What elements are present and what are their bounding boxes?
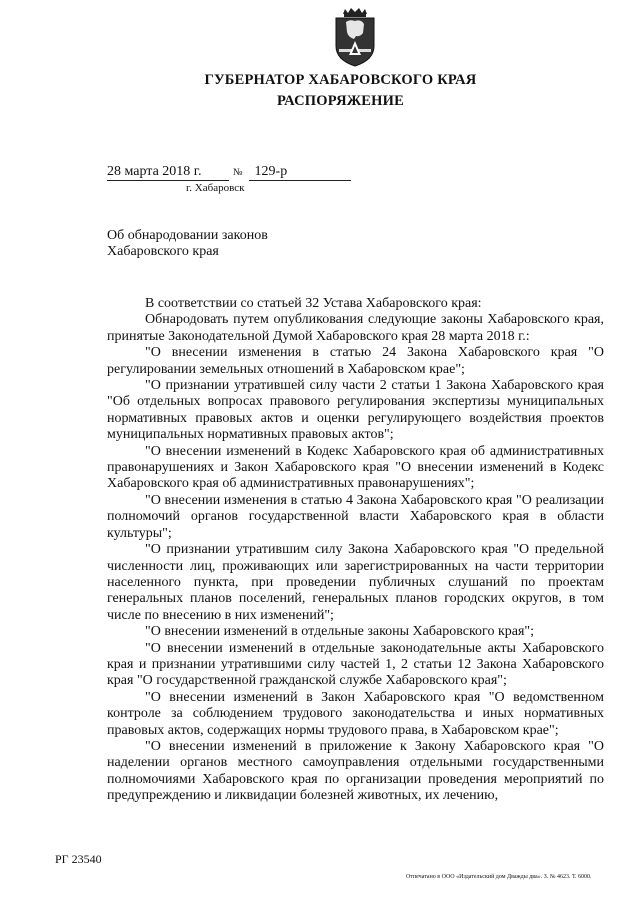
body-paragraph: "О внесении изменения в статью 4 Закона Хабаровского края "О реализации полномочий органов государственной власти Хабаровского края в области культуры"; [107, 492, 604, 541]
subject-line: Хабаровского края [107, 244, 219, 259]
document-type-title: РАСПОРЯЖЕНИЕ [276, 93, 405, 109]
body-paragraph: "О признании утратившей силу части 2 статьи 1 Закона Хабаровского края "Об отдельных вопросах правового регулирования экспертизы муниципальных нормативных правовых актов и оценки регулирующего воздействия проектов муниципальных нормативных правовых актов"; [107, 378, 604, 443]
printer-imprint: Отпечатано в ООО «Издательский дом Дважды два». З. № 4623. Т. 6000. [406, 874, 592, 880]
document-number: 129-р [249, 164, 351, 181]
document-city: г. Хабаровск [186, 182, 245, 194]
registry-code: РГ 23540 [55, 852, 102, 866]
body-paragraph: "О внесении изменений в Закон Хабаровского края "О ведомственном контроле за соблюдением трудового законодательства и иных нормативных правовых актов, содержащих нормы трудового права, в Хабаровском крае"; [107, 689, 604, 738]
body-paragraph: "О внесении изменений в приложение к Закону Хабаровского края "О наделении органов местного самоуправления отдельными государственными полномочиями Хабаровского края по организации проведения мероприятий по предупреждению и ликвидации болезней животных, их лечению, [107, 738, 604, 804]
body-paragraph: "О внесении изменений в отдельные законы Хабаровского края"; [145, 624, 535, 640]
body-paragraph: "О признании утратившим силу Закона Хабаровского края "О предельной численности лиц, проживающих или зарегистрированных на части территории населенного пункта, при проведении публичных слушаний по проектам генеральных планов поселений, генеральных планов городских округов, в том числе по внесению в них изменений"; [107, 542, 604, 623]
body-paragraph: Обнародовать путем опубликования следующие законы Хабаровского края, принятые Законодательной Думой Хабаровского края 28 марта 2018 г.: [107, 312, 604, 344]
body-paragraph: В соответствии со статьей 32 Устава Хабаровского края: [145, 296, 482, 311]
number-sign: № [233, 167, 243, 178]
governor-header: ГУБЕРНАТОР ХАБАРОВСКОГО КРАЯ [204, 72, 477, 88]
document-date-line [107, 164, 351, 181]
body-paragraph: "О внесении изменений в отдельные законодательные акты Хабаровского края и признании утратившими силу частей 1, 2 статьи 12 Закона Хабаровского края "О государственной гражданской службе Хабаровского края"; [107, 640, 604, 689]
document-subject [107, 228, 268, 260]
coat-of-arms-emblem [330, 6, 380, 68]
document-body [107, 296, 604, 805]
body-paragraph: "О внесении изменения в статью 24 Закона Хабаровского края "О регулировании земельных отношений в Хабаровском крае"; [107, 345, 604, 377]
subject-line: Об обнародовании законов [107, 228, 268, 243]
body-paragraph: "О внесении изменений в Кодекс Хабаровского края об административных правонарушениях и Закон Хабаровского края "О внесении изменений в Кодекс Хабаровского края об административных правонарушениях"; [107, 443, 604, 492]
document-date: 28 марта 2018 г. [107, 164, 229, 181]
